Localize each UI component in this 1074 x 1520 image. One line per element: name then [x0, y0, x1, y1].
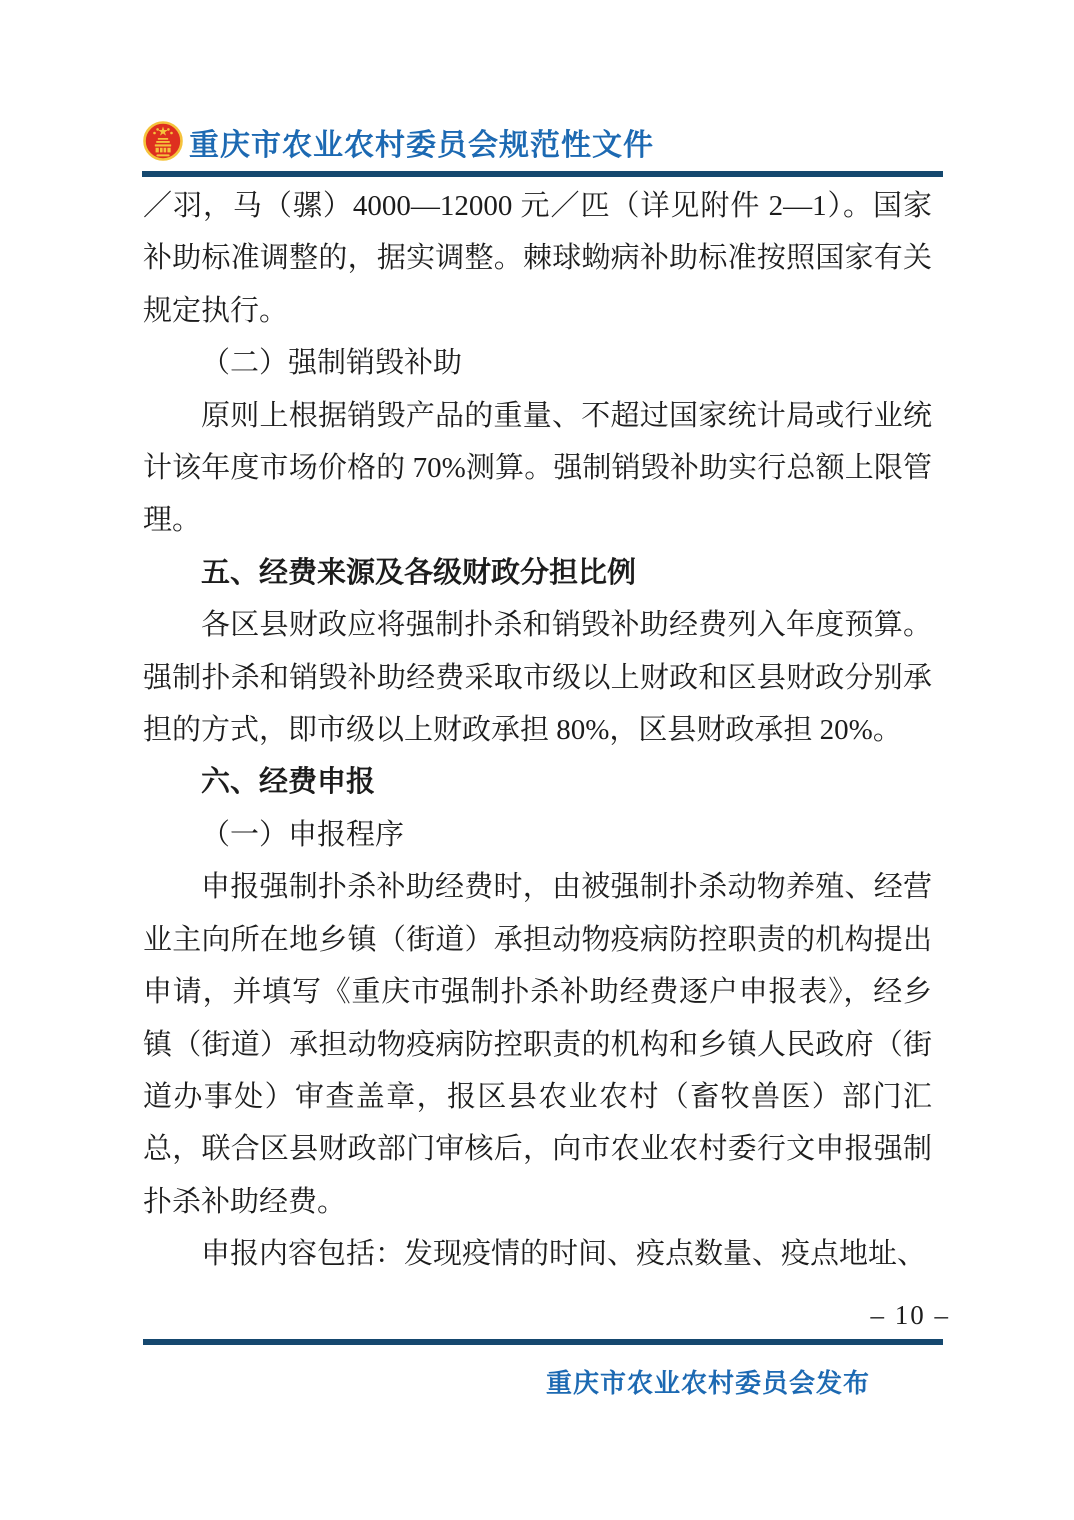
paragraph-application-content: 申报内容包括：发现疫情的时间、疫点数量、疫点地址、	[201, 1238, 927, 1271]
document-header	[143, 118, 944, 166]
publisher-label: 重庆市农业农村委员会发布	[545, 1368, 870, 1398]
header-title: 重庆市农业农村委员会规范性文件	[189, 129, 654, 162]
national-emblem-icon	[143, 120, 183, 164]
subheading-application-procedure: （一）申报程序	[201, 818, 405, 851]
heading-funding-application: 六、经费申报	[201, 766, 376, 799]
paragraph-continuation: ／羽，马（骡）4000—12000 元／匹（详见附件 2—1）。国家补助标准调整的，据实调整。棘球蚴病补助标准按照国家有关规定执行。	[143, 190, 932, 327]
subheading-forced-destruction-subsidy: （二）强制销毁补助	[201, 347, 463, 380]
paragraph-funding-split: 各区县财政应将强制扑杀和销毁补助经费列入年度预算。强制扑杀和销毁补助经费采取市级以上财政和区县财政分别承担的方式，即市级以上财政承担 80%，区县财政承担 20%。	[143, 609, 932, 747]
header-rule	[142, 171, 943, 177]
paragraph-application-procedure: 申报强制扑杀补助经费时，由被强制扑杀动物养殖、经营业主向所在地乡镇（街道）承担动物疫病防控职责的机构提出申请，并填写《重庆市强制扑杀补助经费逐户申报表》，经乡镇（街道）承担动物疫病防控职责的机构和乡镇人民政府（街道办事处）审查盖章，报区县农业农村（畜牧兽医）部门汇总，联合区县财政部门审核后，向市农业农村委行文申报强制扑杀补助经费。	[143, 871, 932, 1218]
footer-rule	[143, 1339, 943, 1345]
document-body	[143, 180, 932, 1281]
page-number: – 10 –	[870, 1300, 950, 1330]
paragraph-destruction-calculation: 原则上根据销毁产品的重量、不超过国家统计局或行业统计该年度市场价格的 70%测算。强制销毁补助实行总额上限管理。	[143, 399, 932, 537]
heading-funding-sources: 五、经费来源及各级财政分担比例	[201, 556, 637, 589]
